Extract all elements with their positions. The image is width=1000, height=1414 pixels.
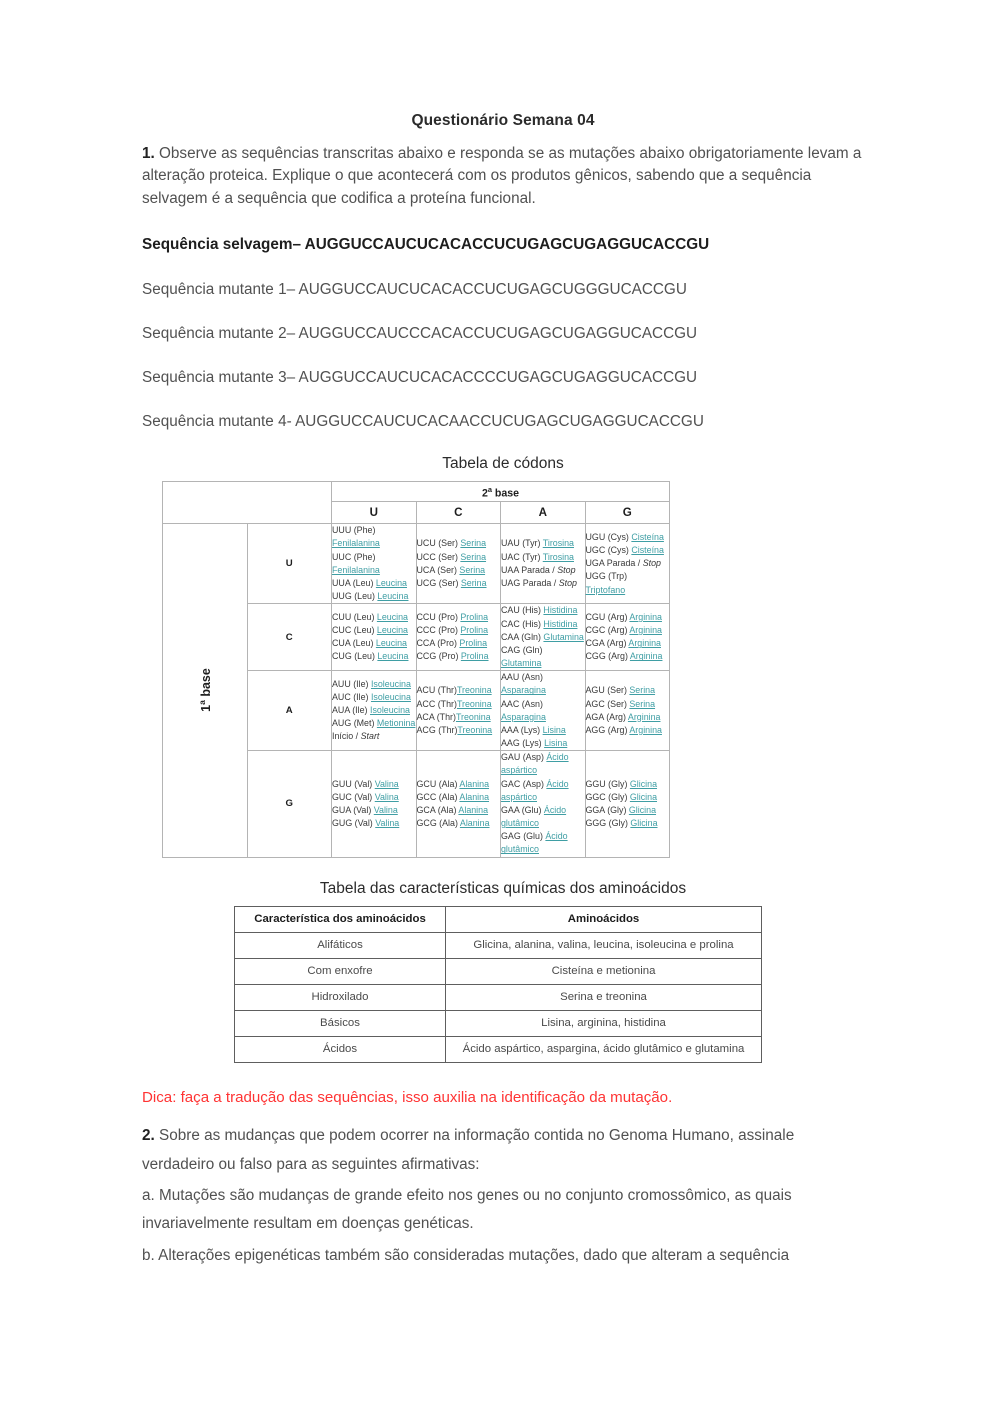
codon-entry xyxy=(586,724,670,737)
codon-code: UAG Parada / xyxy=(501,578,559,588)
mutant-sequence-1: Sequência mutante 1– AUGGUCCAUCUCACACCUCUGAGCUGGGUCACCGU xyxy=(142,280,687,298)
codon-cell-AG xyxy=(585,671,670,751)
aa-characteristic: Hidroxilado xyxy=(235,984,446,1010)
codon-code: GUG (Val) xyxy=(332,818,376,829)
table-row xyxy=(235,1010,762,1036)
codon-entry xyxy=(417,698,501,711)
codon-entry xyxy=(586,817,670,830)
codon-entry xyxy=(501,778,585,804)
codon-stop-label: Start xyxy=(360,731,380,742)
question-2-item-1: a. Mutações são mudanças de grande efeito nos genes ou no conjunto cromossômico, as quais invariavelmente resultam em doenças genéticas. xyxy=(142,1187,792,1233)
codon-entry xyxy=(501,577,585,590)
codon-code: UGC (Cys) xyxy=(585,545,632,556)
codon-code: GUA (Val) xyxy=(332,804,374,815)
amino-acid-link[interactable]: Glicina xyxy=(629,791,658,802)
codon-entry xyxy=(417,564,501,577)
table-row xyxy=(235,958,762,984)
codon-code: UUC (Phe) xyxy=(332,551,376,562)
codon-code: CCC (Pro) xyxy=(416,625,461,636)
codon-code: GGU (Gly) xyxy=(585,778,630,789)
codon-stop-label: Stop xyxy=(642,558,661,569)
codon-entry xyxy=(417,684,501,697)
amino-acid-link[interactable]: Asparagina xyxy=(501,685,546,696)
codon-code: GGA (Gly) xyxy=(585,804,629,815)
codon-code: UCU (Ser) xyxy=(416,538,461,549)
codon-code: ACU (Thr) xyxy=(416,685,457,696)
question-1-text: Observe as sequências transcritas abaixo e responda se as mutações abaixo obrigatoriamente levam a alteração proteica. Explique o que acontecerá com os produtos gênicos, sabendo que a sequência selvagem é a sequência que codifica a proteína funcional. xyxy=(142,145,862,207)
amino-acid-link[interactable]: Tirosina xyxy=(542,538,574,549)
codon-cell-GU xyxy=(332,751,417,857)
codon-entry xyxy=(417,611,501,624)
aa-members: Lisina, arginina, histidina xyxy=(446,1010,762,1036)
codon-cell-UA xyxy=(501,524,586,604)
amino-acid-link[interactable]: Leucina xyxy=(377,651,409,662)
table-row xyxy=(235,932,762,958)
table-row xyxy=(235,984,762,1010)
codon-cell-CA xyxy=(501,604,586,671)
question-1-paragraph xyxy=(142,143,864,210)
amino-acid-link[interactable]: Valina xyxy=(373,804,398,815)
amino-acid-link[interactable]: Leucina xyxy=(377,591,409,602)
amino-acid-link[interactable]: Arginina xyxy=(629,611,662,622)
codon-cell-GC xyxy=(416,751,501,857)
codon-code: AGG (Arg) xyxy=(585,724,630,735)
codon-entry xyxy=(417,577,501,590)
question-2-items xyxy=(142,1182,864,1270)
codon-entry xyxy=(332,691,416,704)
codon-entry xyxy=(417,650,501,663)
wild-type-sequence: Sequência selvagem– AUGGUCCAUCUCACACCUCUGAGCUGAGGUCACCGU xyxy=(142,236,710,254)
amino-acid-link[interactable]: Glutamina xyxy=(501,658,542,669)
codon-code: CUG (Leu) xyxy=(332,651,378,662)
codon-cell-UC xyxy=(416,524,501,604)
codon-stop-label: Stop xyxy=(557,564,576,575)
codon-col-header-C: C xyxy=(416,502,501,524)
question-2-item-2: b. Alterações epigenéticas também são consideradas mutações, dado que alteram a sequência xyxy=(142,1246,790,1264)
amino-acid-link[interactable]: Valina xyxy=(374,791,399,802)
codon-table-corner xyxy=(163,482,332,524)
amino-acid-link[interactable]: Isoleucina xyxy=(370,691,411,702)
codon-code: UGA Parada / xyxy=(585,558,643,569)
codon-entry xyxy=(332,524,416,550)
codon-code: AAC (Asn) xyxy=(501,698,543,709)
codon-entry xyxy=(586,791,670,804)
codon-col-header-G: G xyxy=(585,502,670,524)
amino-acid-link[interactable]: Asparagina xyxy=(501,711,546,722)
question-1-number: 1. xyxy=(142,145,155,162)
codon-entry xyxy=(332,637,416,650)
codon-code: AUC (Ile) xyxy=(332,691,371,702)
amino-acid-link[interactable]: Glicina xyxy=(630,818,658,829)
codon-code: CUC (Leu) xyxy=(332,625,377,636)
codon-entry xyxy=(332,704,416,717)
codon-cell-GA xyxy=(501,751,586,857)
codon-code: GGC (Gly) xyxy=(585,791,630,802)
codon-entry xyxy=(501,804,585,830)
amino-acid-link[interactable]: Histidina xyxy=(543,618,578,629)
codon-entry xyxy=(417,817,501,830)
amino-acid-link[interactable]: Lisina xyxy=(542,724,566,735)
codon-code: UCC (Ser) xyxy=(416,551,461,562)
codon-entry xyxy=(417,624,501,637)
codon-cell-AC xyxy=(416,671,501,751)
codon-entry xyxy=(586,650,670,663)
amino-acid-link[interactable]: Glutamina xyxy=(543,631,584,642)
codon-entry xyxy=(586,624,670,637)
amino-acid-link[interactable]: Cisteína xyxy=(631,545,664,556)
amino-acid-link[interactable]: Serina xyxy=(629,685,656,696)
codon-code: CAU (His) xyxy=(501,605,544,616)
amino-acid-link[interactable]: Treonina xyxy=(456,685,492,696)
aa-members: Serina e treonina xyxy=(446,984,762,1010)
codon-code: CGC (Arg) xyxy=(585,625,630,636)
amino-acid-link[interactable]: Treonina xyxy=(457,724,493,735)
amino-acid-link[interactable]: Arginina xyxy=(629,724,662,735)
amino-acid-link[interactable]: Serina xyxy=(629,698,656,709)
amino-acid-link[interactable]: Triptofano xyxy=(585,584,626,595)
question-2-paragraph xyxy=(142,1122,864,1179)
codon-cell-UU xyxy=(332,524,417,604)
table-row xyxy=(235,1036,762,1062)
codon-row-header-U: U xyxy=(247,524,332,604)
codon-code: ACA (Thr) xyxy=(416,711,456,722)
codon-code: UGU (Cys) xyxy=(585,531,632,542)
amino-acid-link[interactable]: Ácido aspártico xyxy=(501,778,569,802)
aa-members: Cisteína e metionina xyxy=(446,958,762,984)
amino-acid-link[interactable]: Prolina xyxy=(460,625,489,636)
amino-acid-link[interactable]: Serina xyxy=(460,578,487,588)
codon-entry xyxy=(501,698,585,724)
codon-entry xyxy=(586,531,670,544)
amino-acid-link[interactable]: Alanina xyxy=(459,791,490,802)
document-content xyxy=(142,112,864,1273)
codon-cell-AU xyxy=(332,671,417,751)
codon-code: GCU (Ala) xyxy=(416,778,460,789)
codon-code: CCG (Pro) xyxy=(416,651,461,662)
codon-code: GUC (Val) xyxy=(332,791,375,802)
codon-code: GCG (Ala) xyxy=(416,818,460,829)
codon-stop-label: Stop xyxy=(558,578,577,588)
codon-entry xyxy=(586,637,670,650)
codon-code: CCU (Pro) xyxy=(416,611,461,622)
codon-code: UGG (Trp) xyxy=(585,571,628,582)
codon-entry xyxy=(417,724,501,737)
codon-code: CAC (His) xyxy=(501,618,544,629)
aa-characteristics-table xyxy=(234,906,762,1063)
codon-second-base-header: 2$^a$ base xyxy=(332,482,670,502)
aa-characteristic: Alifáticos xyxy=(235,932,446,958)
amino-acid-link[interactable]: Lisina xyxy=(544,738,568,749)
codon-code: CAA (Gln) xyxy=(501,631,544,642)
mutant-sequence-2: Sequência mutante 2– AUGGUCCAUCCCACACCUCUGAGCUGAGGUCACCGU xyxy=(142,324,698,342)
codon-entry xyxy=(332,730,416,743)
codon-code: GAG (Glu) xyxy=(501,831,546,842)
codon-entry xyxy=(332,791,416,804)
codon-entry xyxy=(501,737,585,750)
codon-code: UCA (Ser) xyxy=(416,564,460,575)
codon-cell-AA xyxy=(501,671,586,751)
question-2-number: 2. xyxy=(142,1127,155,1145)
amino-acid-link[interactable]: Arginina xyxy=(628,638,661,649)
mutant-sequence-list xyxy=(142,279,864,434)
codon-code: CGG (Arg) xyxy=(585,651,630,662)
codon-code: AAG (Lys) xyxy=(501,738,545,749)
codon-code: GCA (Ala) xyxy=(416,804,459,815)
codon-row-header-C: C xyxy=(247,604,332,671)
codon-table-title: Tabela de códons xyxy=(442,455,564,473)
codon-code: AUA (Ile) xyxy=(332,705,370,716)
mutant-sequence-3: Sequência mutante 3– AUGGUCCAUCUCACACCCCUGAGCUGAGGUCACCGU xyxy=(142,368,698,386)
codon-code: AAU (Asn) xyxy=(501,672,543,683)
amino-acid-link[interactable]: Serina xyxy=(460,538,487,549)
codon-code: CUA (Leu) xyxy=(332,638,376,649)
aa-table-title: Tabela das características químicas dos aminoácidos xyxy=(319,879,687,897)
amino-acid-link[interactable]: Arginina xyxy=(629,625,662,636)
amino-acid-link[interactable]: Isoleucina xyxy=(370,678,411,689)
amino-acid-link[interactable]: Cisteína xyxy=(631,531,664,542)
codon-code: UUG (Leu) xyxy=(332,591,378,602)
codon-col-header-A: A xyxy=(501,502,586,524)
codon-entry xyxy=(332,817,416,830)
amino-acid-link[interactable]: Ácido glutâmico xyxy=(501,804,567,829)
codon-cell-CU xyxy=(332,604,417,671)
amino-acid-link[interactable]: Metionina xyxy=(376,718,416,729)
codon-entry xyxy=(501,604,585,617)
codon-cell-CC xyxy=(416,604,501,671)
codon-entry xyxy=(332,551,416,577)
codon-entry xyxy=(417,804,501,817)
codon-entry xyxy=(586,698,670,711)
codon-code: AUU (Ile) xyxy=(332,678,371,689)
codon-code: GAC (Asp) xyxy=(501,778,547,789)
codon-entry xyxy=(332,590,416,603)
amino-acid-link[interactable]: Glicina xyxy=(628,804,657,815)
amino-acid-link[interactable]: Ácido glutâmico xyxy=(501,831,568,855)
amino-acid-link[interactable]: Fenilalanina xyxy=(332,538,380,549)
codon-entry xyxy=(332,778,416,791)
amino-acid-link[interactable]: Prolina xyxy=(460,611,489,622)
codon-code: GAU (Asp) xyxy=(501,752,547,763)
codon-code: AGA (Arg) xyxy=(585,711,628,722)
amino-acid-link[interactable]: Treonina xyxy=(455,711,491,722)
codon-cell-GG xyxy=(585,751,670,857)
codon-entry xyxy=(417,637,501,650)
mutant-sequence-4: Sequência mutante 4- AUGGUCCAUCUCACAACCUCUGAGCUGAGGUCACCGU xyxy=(142,413,704,431)
codon-code: GUU (Val) xyxy=(332,778,375,789)
codon-code: UAU (Tyr) xyxy=(501,538,543,549)
codon-entry xyxy=(417,778,501,791)
codon-entry xyxy=(332,611,416,624)
amino-acid-link[interactable]: Leucina xyxy=(375,638,407,649)
codon-code: GGG (Gly) xyxy=(585,818,631,829)
codon-entry xyxy=(501,631,585,644)
amino-acid-link[interactable]: Serina xyxy=(460,551,487,562)
codon-code: GCC (Ala) xyxy=(416,791,460,802)
codon-entry xyxy=(586,557,670,570)
amino-acid-link[interactable]: Valina xyxy=(374,778,399,789)
codon-code: UUA (Leu) xyxy=(332,578,376,588)
codon-entry xyxy=(586,804,670,817)
codon-cell-UG xyxy=(585,524,670,604)
codon-table-wrap xyxy=(162,481,670,857)
codon-entry xyxy=(501,618,585,631)
codon-entry xyxy=(332,577,416,590)
amino-acid-link[interactable]: Leucina xyxy=(376,625,408,636)
codon-code: AGU (Ser) xyxy=(585,685,630,696)
codon-code: CGA (Arg) xyxy=(585,638,629,649)
codon-code: UCG (Ser) xyxy=(416,578,461,588)
codon-entry xyxy=(501,751,585,777)
amino-acid-link[interactable]: Arginina xyxy=(627,711,661,722)
amino-acid-link[interactable]: Prolina xyxy=(460,651,489,662)
codon-code: ACC (Thr) xyxy=(416,698,457,709)
codon-cell-CG xyxy=(585,604,670,671)
codon-code: CAG (Gln) xyxy=(501,644,543,655)
codon-entry xyxy=(586,684,670,697)
codon-code: CCA (Pro) xyxy=(416,638,460,649)
amino-acid-link[interactable]: Prolina xyxy=(459,638,488,649)
amino-acid-link[interactable]: Leucina xyxy=(376,611,408,622)
codon-entry xyxy=(586,611,670,624)
codon-code: UAA Parada / xyxy=(501,564,558,575)
amino-acid-link[interactable]: Tirosina xyxy=(542,551,574,562)
amino-acid-link[interactable]: Glicina xyxy=(629,778,658,789)
aa-members: Glicina, alanina, valina, leucina, isoleucina e prolina xyxy=(446,932,762,958)
codon-entry xyxy=(586,544,670,557)
codon-entry xyxy=(417,551,501,564)
codon-row-header-A: A xyxy=(247,671,332,751)
codon-code: AGC (Ser) xyxy=(585,698,630,709)
codon-entry xyxy=(332,678,416,691)
amino-acid-link[interactable]: Histidina xyxy=(543,605,578,616)
codon-entry xyxy=(332,650,416,663)
codon-code: Início / xyxy=(332,731,361,742)
codon-col-header-U: U xyxy=(332,502,417,524)
aa-table-header-1: Aminoácidos xyxy=(446,906,762,932)
codon-entry xyxy=(501,671,585,697)
aa-characteristic: Básicos xyxy=(235,1010,446,1036)
page-title: Questionário Semana 04 xyxy=(411,112,595,129)
codon-entry xyxy=(501,551,585,564)
codon-entry xyxy=(501,644,585,670)
codon-entry xyxy=(586,570,670,596)
codon-entry xyxy=(501,537,585,550)
codon-code: AAA (Lys) xyxy=(501,724,543,735)
amino-acid-link[interactable]: Arginina xyxy=(629,651,663,662)
amino-acid-link[interactable]: Valina xyxy=(375,818,400,829)
codon-code: UAC (Tyr) xyxy=(501,551,543,562)
codon-entry xyxy=(417,711,501,724)
codon-entry xyxy=(501,564,585,577)
question-2-text: Sobre as mudanças que podem ocorrer na informação contida no Genoma Humano, assinale verdadeiro ou falso para as seguintes afirmativas: xyxy=(142,1127,795,1173)
codon-entry xyxy=(332,624,416,637)
codon-table xyxy=(162,481,670,857)
codon-code: ACG (Thr) xyxy=(416,724,458,735)
amino-acid-link[interactable]: Serina xyxy=(459,564,486,575)
amino-acid-link[interactable]: Fenilalanina xyxy=(332,564,380,575)
codon-row-header-G: G xyxy=(247,751,332,857)
codon-entry xyxy=(332,717,416,730)
amino-acid-link[interactable]: Alanina xyxy=(458,804,489,815)
amino-acid-link[interactable]: Alanina xyxy=(459,818,490,829)
codon-entry xyxy=(417,537,501,550)
codon-entry xyxy=(501,724,585,737)
aa-members: Ácido aspártico, aspargina, ácido glutâmico e glutamina xyxy=(446,1036,762,1062)
aa-characteristic: Ácidos xyxy=(235,1036,446,1062)
aa-table-header-0: Característica dos aminoácidos xyxy=(235,906,446,932)
codon-entry xyxy=(586,711,670,724)
codon-code: GAA (Glu) xyxy=(501,804,544,815)
amino-acid-link[interactable]: Isoleucina xyxy=(369,705,410,716)
codon-code: CGU (Arg) xyxy=(585,611,630,622)
aa-table-wrap xyxy=(234,906,762,1063)
codon-code: UUU (Phe) xyxy=(332,525,376,536)
codon-entry xyxy=(332,804,416,817)
amino-acid-link[interactable]: Alanina xyxy=(459,778,490,789)
codon-code: CUU (Leu) xyxy=(332,611,377,622)
codon-entry xyxy=(586,778,670,791)
codon-entry xyxy=(417,791,501,804)
aa-characteristic: Com enxofre xyxy=(235,958,446,984)
amino-acid-link[interactable]: Treonina xyxy=(456,698,492,709)
amino-acid-link[interactable]: Ácido aspártico xyxy=(501,752,569,776)
amino-acid-link[interactable]: Leucina xyxy=(375,578,407,588)
codon-code: AUG (Met) xyxy=(332,718,377,729)
hint-text: Dica: faça a tradução das sequências, isso auxilia na identificação da mutação. xyxy=(142,1088,673,1106)
codon-entry xyxy=(501,830,585,856)
codon-first-base-header: 1$^a$ base xyxy=(163,524,248,857)
